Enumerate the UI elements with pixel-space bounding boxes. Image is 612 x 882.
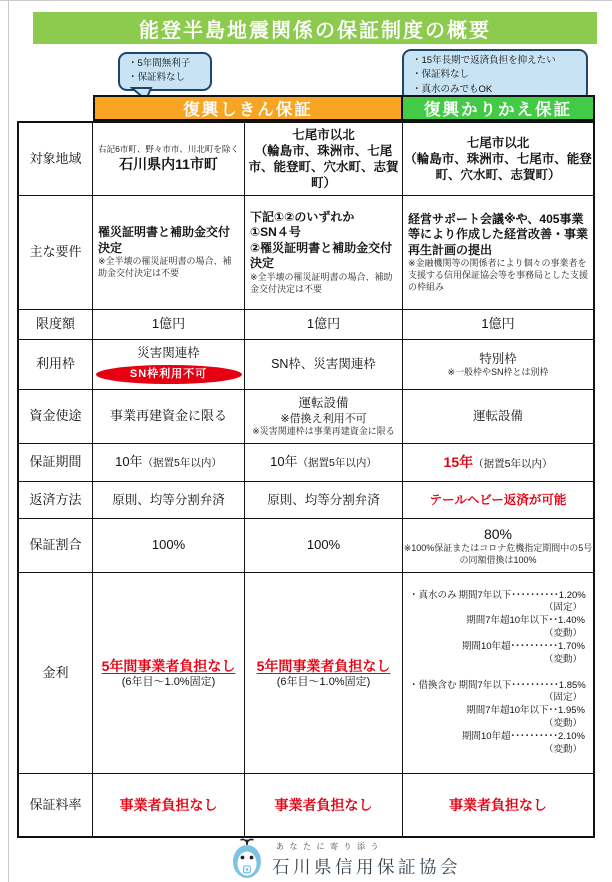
cell-note: ※金融機関等の関係者により個々の事業者を支援する信用保証協会等を事務局とした支援の枠組み: [408, 258, 589, 292]
sn-unavailable-badge: SN枠利用不可: [96, 365, 242, 384]
cell-riyou-a: [93, 340, 245, 389]
rate-note: （変動）: [543, 653, 582, 665]
rate-line: 期間10年超･･････････2.10%: [461, 730, 585, 742]
cell-wariai-c: [403, 519, 593, 572]
cell-kikan-c: [403, 444, 593, 481]
cell-kikan-b: [245, 444, 403, 481]
cell-kikan-a: [93, 444, 245, 481]
cell-ryoritsu-b: 事業者負担なし: [245, 774, 403, 836]
cell-hensai-c: テールヘビー返済が可能: [429, 492, 567, 507]
mascot-icon: [229, 837, 265, 879]
column-header-karikae-label: 復興かりかえ保証: [424, 101, 572, 119]
cell-sub: （据置5年以内）: [142, 457, 222, 470]
cell-youken-c: [403, 196, 593, 309]
cell-sub: (6年目～1.0%固定): [121, 675, 216, 688]
cell-gendo-b: 1億円: [245, 310, 403, 339]
page-edge-top: [0, 0, 612, 1]
cell-sub: ※借換え利用不可: [280, 412, 367, 425]
rate-line: 期間7年以下･･････････1.85%: [458, 679, 586, 691]
cell-main: 10年: [270, 454, 298, 470]
page-edge-left: [8, 0, 9, 882]
cell-gendo-c: 1億円: [481, 316, 515, 332]
cell-wariai-b: 100%: [245, 519, 403, 572]
column-header-shikin: [93, 95, 403, 121]
page-title: [33, 12, 597, 44]
cell-note: 右記6市町、野々市市、川北町を除く: [98, 144, 239, 155]
cell-youken-b: [245, 196, 403, 309]
footer-text: [272, 837, 461, 879]
cell-note: ※全半壊の罹災証明書の場合、補助金交付決定は不要: [250, 272, 393, 294]
cell-hensai-b: 原則、均等分割弁済: [245, 482, 403, 518]
table-row-limit: [19, 310, 593, 340]
table-row-repayment: [19, 482, 593, 519]
cell-note: ※100%保証またはコロナ危機指定期間中の5号の同額借換は100%: [403, 542, 593, 565]
row-label: 利用枠: [19, 340, 93, 389]
cell-main: 特別枠: [479, 351, 517, 366]
cell-taisho-b: [245, 123, 403, 195]
footer-organization: 石川県信用保証協会: [272, 857, 461, 877]
cell-main: 石川県内11市町: [119, 156, 218, 173]
rate-bullet: ・借換含む: [409, 679, 457, 691]
cell-sub: (6年目～1.0%固定): [276, 675, 371, 688]
row-label: 保証料率: [19, 774, 93, 836]
cell-riyou-b: SN枠、災害関連枠: [245, 340, 403, 389]
row-label: 保証期間: [19, 444, 93, 481]
callout-karikae: [402, 49, 588, 102]
cell-main: 経営サポート会議※や、405事業等により作成した経営改善・事業再生計画の提出: [408, 211, 589, 257]
rate-bullet: ・真水のみ: [409, 589, 457, 601]
rate-note: （変動）: [543, 717, 582, 729]
rate-note: （固定）: [543, 692, 582, 704]
table-row-requirements: [19, 196, 593, 310]
row-label: 資金使途: [19, 390, 93, 443]
table-row-frame: [19, 340, 593, 390]
table-row-interest: [19, 573, 593, 774]
cell-shikin-b: [245, 390, 403, 443]
footer-tagline: あなたに寄り添う: [276, 842, 384, 851]
row-label: 主な要件: [19, 196, 93, 309]
cell-hensai-a: 原則、均等分割弁済: [93, 482, 245, 518]
row-label: 返済方法: [19, 482, 93, 518]
cell-kinri-b: [245, 573, 403, 773]
cell-main: 10年: [115, 454, 143, 470]
rate-line: 期間7年超10年以下･･1.95%: [466, 705, 585, 717]
cell-ryoritsu-c: 事業者負担なし: [449, 796, 547, 813]
row-label: 限度額: [19, 310, 93, 339]
cell-sub: （輪島市、珠洲市、七尾市、能登町、穴水町、志賀町）: [404, 151, 592, 183]
cell-shikin-c: 運転設備: [472, 409, 523, 424]
cell-main: 運転設備: [298, 396, 349, 411]
table-row-ratio: [19, 519, 593, 573]
cell-note: ※一般枠やSN枠とは別枠: [447, 366, 549, 377]
cell-main: 15年: [443, 454, 474, 471]
row-label: 金利: [19, 573, 93, 773]
callout-line: ・15年長期で返済負担を抑えたい: [412, 55, 556, 66]
cell-sub: （据置5年以内）: [297, 457, 377, 470]
column-headers: [93, 95, 595, 121]
rate-note: （固定）: [543, 602, 582, 614]
cell-main: 災害関連枠: [137, 346, 200, 361]
cell-shikin-a: 事業再建資金に限る: [93, 390, 245, 443]
cell-line: 下記①②のいずれか: [250, 209, 355, 224]
cell-main: 5年間事業者負担なし: [101, 657, 236, 674]
column-header-karikae: [403, 95, 595, 121]
table-row-target-area: [19, 123, 593, 196]
column-header-shikin-label: 復興しきん保証: [183, 101, 313, 119]
rate-line: 期間7年以下･･････････1.20%: [458, 589, 586, 601]
page-title-text: 能登半島地震関係の保証制度の概要: [139, 19, 491, 42]
callout-line: ・5年間無利子: [128, 58, 191, 69]
table-row-fee: [19, 774, 593, 836]
cell-taisho-c: [403, 123, 593, 195]
cell-kinri-c: [403, 573, 593, 773]
guarantee-table: [17, 121, 595, 838]
cell-main: 5年間事業者負担なし: [256, 657, 391, 674]
callout-line: ・保証料なし: [128, 72, 186, 84]
cell-ryoritsu-a: 事業者負担なし: [93, 774, 245, 836]
callout-line: ・保証料なし: [412, 69, 470, 81]
rate-line: 期間10年超･･････････1.70%: [461, 640, 585, 652]
callout-line: ・真水のみでもOK: [412, 83, 493, 95]
cell-main: 七尾市以北: [466, 135, 530, 150]
cell-sub: （輪島市、珠洲市、七尾市、能登町、穴水町、志賀町）: [248, 143, 399, 191]
cell-riyou-c: [403, 340, 593, 389]
cell-youken-a: [93, 196, 245, 309]
cell-note: ※全半壊の罹災証明書の場合、補助金交付決定は不要: [98, 256, 232, 279]
row-label: 保証割合: [19, 519, 93, 572]
cell-line: ①SN４号: [250, 225, 301, 240]
cell-main: 七尾市以北: [292, 127, 355, 142]
rate-note: （変動）: [543, 628, 582, 640]
row-label: 対象地域: [19, 123, 93, 195]
rate-line: 期間7年超10年以下･･1.40%: [466, 615, 585, 627]
table-row-fund-use: [19, 390, 593, 444]
cell-main: 80%: [483, 525, 513, 542]
cell-gendo-a: 1億円: [93, 310, 245, 339]
cell-wariai-a: 100%: [93, 519, 245, 572]
callout-shikin: [118, 52, 212, 91]
footer-logo: [229, 837, 461, 879]
cell-note: ※災害関連枠は事業再建資金に限る: [252, 425, 395, 436]
cell-kinri-a: [93, 573, 245, 773]
table-row-period: [19, 444, 593, 482]
cell-sub: （据置5年以内）: [473, 458, 553, 471]
cell-taisho-a: [93, 123, 245, 195]
cell-main: 罹災証明書と補助金交付決定: [98, 225, 231, 255]
cell-line: ②罹災証明書と補助金交付決定: [250, 240, 393, 271]
rate-note: （変動）: [543, 743, 582, 755]
